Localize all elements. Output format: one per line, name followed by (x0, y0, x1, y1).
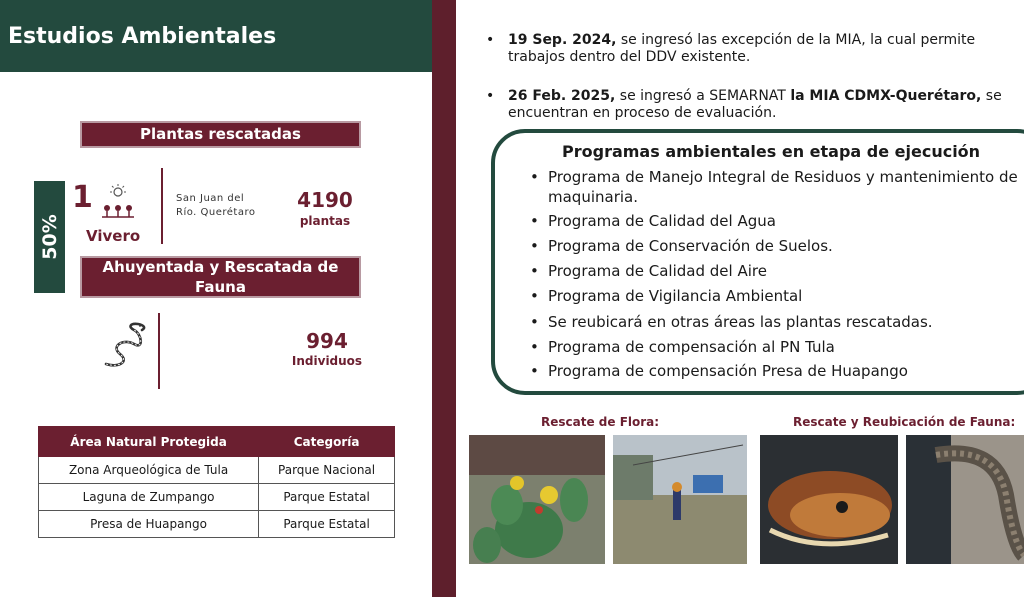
fauna-number: 994 (306, 329, 348, 353)
caption-fauna: Rescate y Reubicación de Fauna: (793, 415, 1016, 429)
table-header-row (39, 427, 395, 457)
table-row (39, 484, 395, 511)
program-item: • Programa de Conservación de Suelos. (530, 237, 833, 255)
vivero-label: Vivero (86, 227, 141, 245)
protected-areas-table (38, 426, 395, 538)
programs-title: Programas ambientales en etapa de ejecución (562, 142, 981, 161)
plants-unit: plantas (299, 214, 351, 228)
bullet-1-line2: trabajos dentro del DDV existente. (508, 49, 751, 65)
percent-badge (34, 181, 65, 293)
table-row (39, 511, 395, 538)
center-divider (432, 0, 456, 597)
page-title: Estudios Ambientales (8, 24, 277, 49)
program-item-label: Programa de Manejo Integral de Residuos y mantenimiento de (548, 168, 1018, 186)
table-cell: Laguna de Zumpango (39, 484, 259, 511)
snake-photo-1 (760, 435, 898, 564)
table-cell: Presa de Huapango (39, 511, 259, 538)
cactus-photo (469, 435, 605, 564)
fauna-banner-line1: Ahuyentada y Rescatada de (102, 258, 339, 276)
column-header: Categoría (259, 427, 395, 457)
divider-line-fauna (158, 313, 160, 389)
program-item: • Se reubicará en otras áreas las plantas rescatadas. (530, 313, 933, 331)
program-item: • Programa de Calidad del Agua (530, 212, 776, 230)
program-item-label: maquinaria. (548, 188, 638, 206)
program-item-label: Programa de Conservación de Suelos. (548, 237, 833, 255)
fauna-banner-line2: Fauna (195, 278, 246, 296)
percent-label: 50% (38, 214, 61, 260)
divider-line (161, 168, 163, 244)
plants-banner (80, 121, 361, 148)
caption-flora: Rescate de Flora: (541, 415, 660, 429)
vivero-count: 1 (72, 180, 93, 215)
program-item-label: Programa de Calidad del Aire (548, 262, 767, 280)
program-item-label: Programa de Calidad del Agua (548, 212, 776, 230)
snake-photo-2 (906, 435, 1024, 564)
program-item-label: Programa de compensación al PN Tula (548, 338, 835, 356)
bullet-1-text: se ingresó las excepción de la MIA, la cual permite (616, 32, 976, 48)
bullet-2-text: se ingresó a SEMARNAT (615, 88, 791, 104)
table-cell: Parque Estatal (259, 484, 395, 511)
program-item-continued (530, 188, 638, 206)
column-header: Área Natural Protegida (39, 427, 259, 457)
fauna-banner (80, 256, 361, 298)
sun-plant-icon (98, 183, 138, 219)
bullet-2-mia: la MIA CDMX-Querétaro, (790, 88, 982, 104)
fauna-unit: Individuos (291, 354, 363, 368)
title-bar (0, 0, 432, 72)
program-item: • Programa de Manejo Integral de Residuos y mantenimiento de (530, 168, 1018, 186)
program-item-label: Programa de compensación Presa de Huapango (548, 362, 908, 380)
program-item: • Programa de Calidad del Aire (530, 262, 767, 280)
left-panel (0, 0, 432, 597)
plants-number: 4190 (297, 188, 353, 212)
table-row (39, 457, 395, 484)
bullet-2-tail: se (981, 88, 1002, 104)
location-text (176, 192, 256, 220)
program-item-label: Se reubicará en otras áreas las plantas rescatadas. (548, 313, 933, 331)
location-line1: San Juan del (176, 193, 245, 204)
program-item: • Programa de compensación Presa de Huapango (530, 362, 908, 380)
bullet-2-date: 26 Feb. 2025, (508, 88, 616, 104)
bullet-2-line1 (508, 88, 1002, 105)
table-cell: Zona Arqueológica de Tula (39, 457, 259, 484)
bullet-marker: • (486, 32, 495, 48)
worker-photo (613, 435, 747, 564)
bullet-2-line2: encuentran en proceso de evaluación. (508, 105, 777, 121)
snake-icon (100, 322, 152, 370)
program-item-label: Programa de Vigilancia Ambiental (548, 287, 803, 305)
table-cell: Parque Nacional (259, 457, 395, 484)
bullet-1-date: 19 Sep. 2024, (508, 32, 617, 48)
location-line2: Río. Querétaro (176, 207, 256, 218)
table-cell: Parque Estatal (259, 511, 395, 538)
bullet-marker: • (486, 88, 495, 104)
plants-banner-label: Plantas rescatadas (140, 125, 301, 143)
bullet-1-line1 (508, 32, 975, 49)
program-item: • Programa de compensación al PN Tula (530, 338, 835, 356)
program-item: • Programa de Vigilancia Ambiental (530, 287, 803, 305)
